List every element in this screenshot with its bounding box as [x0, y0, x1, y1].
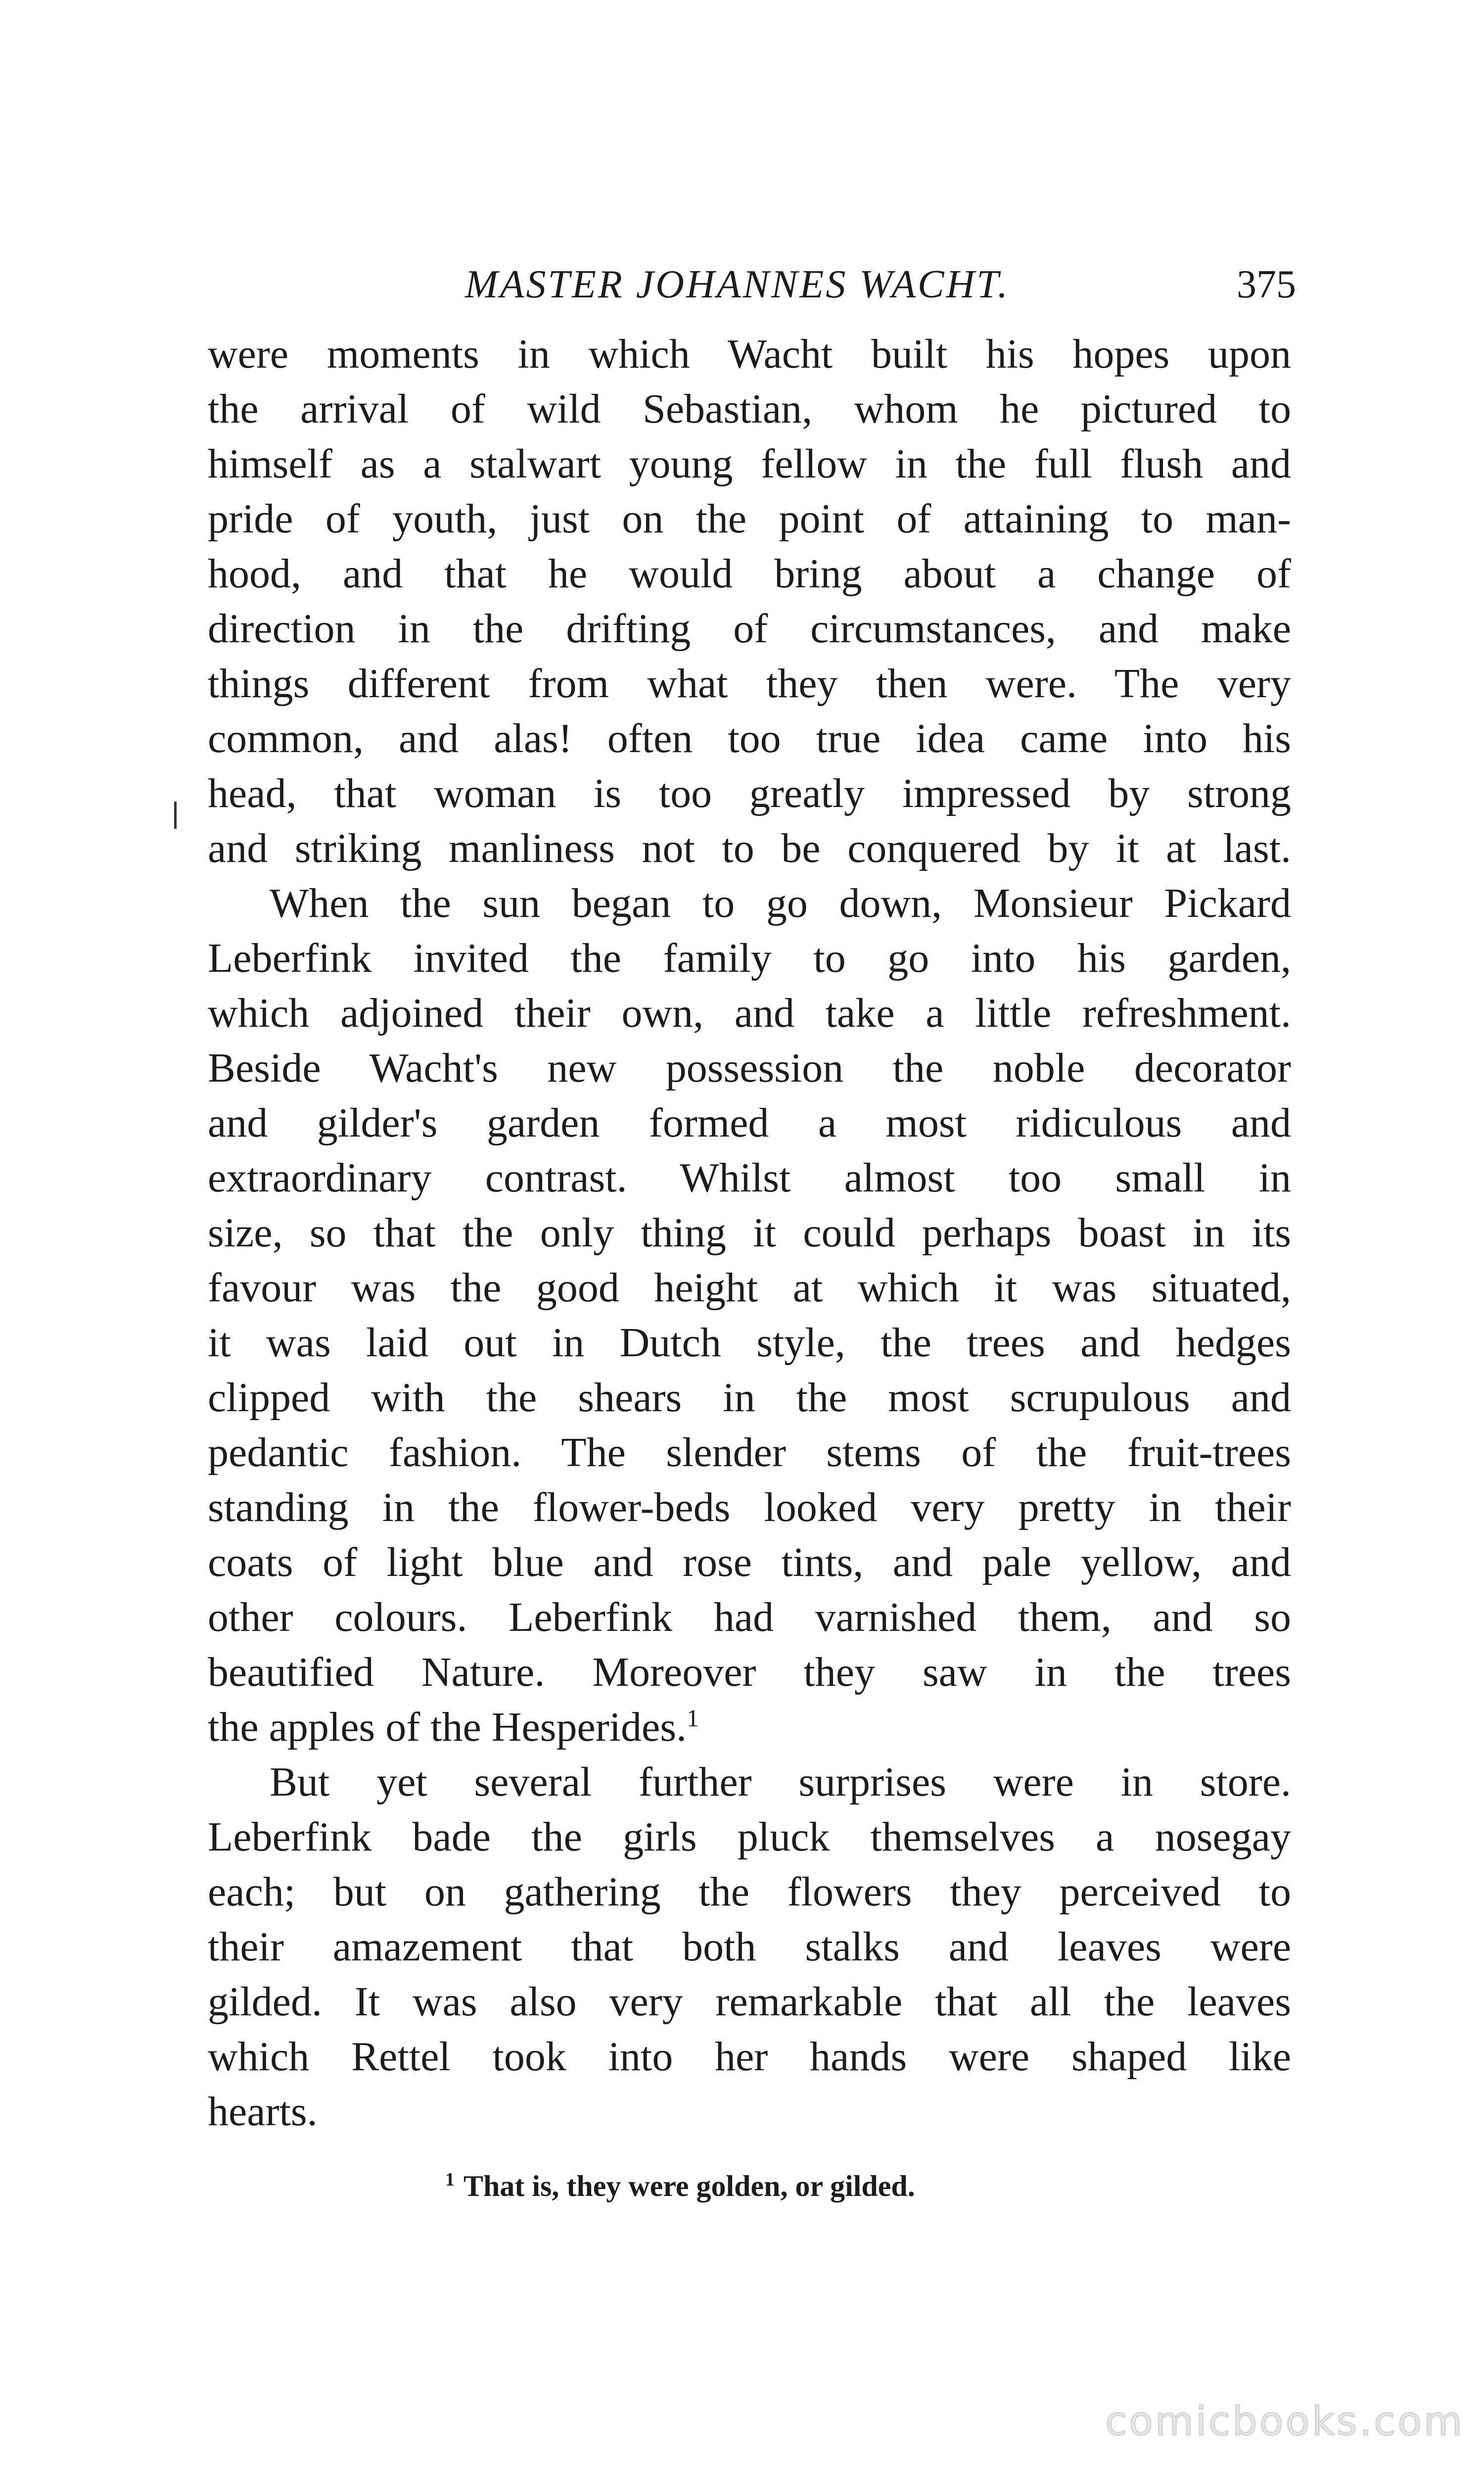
text-line: clipped with the shears in the most scrupulous and — [208, 1375, 1291, 1421]
text-line: pedantic fashion. The slender stems of the fruit-trees — [208, 1429, 1291, 1475]
text-line: and striking manliness not to be conquered by it at last. — [208, 825, 1291, 871]
text-line: the arrival of wild Sebastian, whom he pictured to — [208, 386, 1291, 432]
text-line: other colours. Leberfink had varnished them, and so — [208, 1594, 1291, 1640]
text-line: were moments in which Wacht built his hopes upon — [208, 331, 1291, 377]
margin-mark — [174, 802, 177, 829]
text-line: Leberfink invited the family to go into his garden, — [208, 935, 1291, 981]
text-line: pride of youth, just on the point of attaining to man- — [208, 496, 1291, 542]
text-line: coats of light blue and rose tints, and pale yellow, and — [208, 1539, 1291, 1585]
text-line: which Rettel took into her hands were shaped like — [208, 2034, 1291, 2080]
text-line: size, so that the only thing it could perhaps boast in its — [208, 1210, 1291, 1256]
text-line: When the sun began to go down, Monsieur Pickard — [270, 880, 1291, 926]
text-line: their amazement that both stalks and leaves were — [208, 1924, 1291, 1970]
footnote-text: That is, they were golden, or gilded. — [464, 2170, 915, 2202]
page-number: 375 — [1237, 263, 1296, 306]
text-line: hood, and that he would bring about a change of — [208, 551, 1291, 597]
text-line: head, that woman is too greatly impressed by strong — [208, 770, 1291, 816]
watermark: comicbooks.com — [1105, 2398, 1464, 2444]
text-line: hearts. — [208, 2089, 318, 2135]
text-line: Leberfink bade the girls pluck themselves a nosegay — [208, 1814, 1291, 1860]
running-title: MASTER JOHANNES WACHT. — [465, 263, 1010, 306]
text-line: which adjoined their own, and take a little refreshment. — [208, 990, 1291, 1036]
text-line: each; but on gathering the flowers they perceived to — [208, 1869, 1291, 1915]
text-line: Beside Wacht's new possession the noble decorator — [208, 1045, 1291, 1091]
text-line: it was laid out in Dutch style, the trees and hedges — [208, 1320, 1291, 1366]
text-line: and gilder's garden formed a most ridiculous and — [208, 1100, 1291, 1146]
running-head — [208, 257, 1296, 312]
footnote-mark: 1 — [445, 2169, 455, 2190]
text-line: But yet several further surprises were in store. — [270, 1759, 1291, 1805]
text-line: himself as a stalwart young fellow in the full flush and — [208, 441, 1291, 487]
text-line: standing in the flower-beds looked very pretty in their — [208, 1484, 1291, 1530]
text-line-content: the apples of the Hesperides. — [208, 1704, 687, 1750]
text-line: beautified Nature. Moreover they saw in the trees — [208, 1649, 1291, 1695]
footnote-reference: 1 — [687, 1704, 699, 1732]
body-text — [208, 327, 1291, 2139]
text-line: extraordinary contrast. Whilst almost too small in — [208, 1155, 1291, 1201]
text-line: favour was the good height at which it was situated, — [208, 1265, 1291, 1311]
text-line: gilded. It was also very remarkable that all the leaves — [208, 1979, 1291, 2025]
text-line: things different from what they then were. The very — [208, 661, 1291, 707]
text-line: direction in the drifting of circumstances, and make — [208, 606, 1291, 652]
text-line — [208, 1700, 1291, 1755]
footnote — [445, 2157, 915, 2208]
text-line: common, and alas! often too true idea came into his — [208, 715, 1291, 761]
